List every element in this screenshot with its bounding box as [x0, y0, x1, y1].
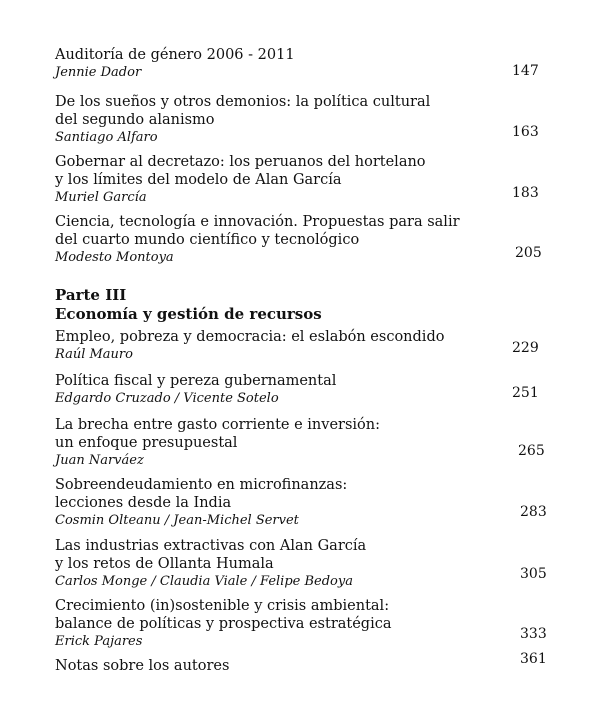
toc-entry-title: Gobernar al decretazo: los peruanos del hortelano	[55, 154, 426, 170]
toc-page-number: 205	[515, 245, 542, 261]
toc-entry-title: lecciones desde la India	[55, 495, 232, 511]
toc-entry-title: Sobreendeudamiento en microfinanzas:	[55, 477, 348, 493]
toc-entry-title: Auditoría de género 2006 - 2011	[55, 47, 295, 63]
toc-entry-title: Política fiscal y pereza gubernamental	[55, 373, 337, 389]
toc-entry	[55, 328, 535, 363]
toc-entry-author: Modesto Montoya	[55, 250, 174, 265]
toc-page-number: 265	[518, 443, 545, 459]
part-number: Parte III	[55, 286, 127, 304]
toc-entry	[55, 372, 535, 407]
toc-entry-title: Ciencia, tecnología e innovación. Propuestas para salir	[55, 214, 460, 230]
toc-entry-title: y los límites del modelo de Alan García	[55, 172, 342, 188]
part-title: Economía y gestión de recursos	[55, 305, 322, 323]
toc-entry-title: Empleo, pobreza y democracia: el eslabón escondido	[55, 329, 445, 345]
toc-entry-author: Edgardo Cruzado / Vicente Sotelo	[55, 391, 279, 406]
toc-page-number: 283	[520, 504, 547, 520]
toc-entry	[55, 537, 535, 590]
toc-entry-title: Crecimiento (in)sostenible y crisis ambiental:	[55, 598, 390, 614]
toc-page-number: 361	[520, 651, 547, 667]
toc-entry-title: y los retos de Ollanta Humala	[55, 556, 274, 572]
toc-entry	[55, 657, 535, 675]
toc-entry	[55, 476, 535, 529]
toc-entry-title: Las industrias extractivas con Alan García	[55, 538, 367, 554]
toc-entry-title: del segundo alanismo	[55, 112, 215, 128]
toc-entry	[55, 93, 535, 146]
toc-page-number: 333	[520, 626, 547, 642]
toc-entry-title: Notas sobre los autores	[55, 658, 230, 674]
toc-page-number: 229	[512, 340, 539, 356]
toc-entry	[55, 416, 535, 469]
toc-entry-title: La brecha entre gasto corriente e inversión:	[55, 417, 380, 433]
toc-entry	[55, 46, 535, 81]
toc-entry-title: De los sueños y otros demonios: la política cultural	[55, 94, 431, 110]
toc-entry-author: Erick Pajares	[55, 634, 143, 649]
toc-entry-author: Muriel García	[55, 190, 147, 205]
toc-entry-author: Santiago Alfaro	[55, 130, 158, 145]
toc-entry-title: del cuarto mundo científico y tecnológico	[55, 232, 360, 248]
toc-page-number: 251	[512, 385, 539, 401]
toc-page-number: 163	[512, 124, 539, 140]
toc-entry-author: Cosmin Olteanu / Jean-Michel Servet	[55, 513, 299, 528]
toc-entry	[55, 153, 535, 206]
toc-entry-author: Raúl Mauro	[55, 347, 133, 362]
toc-entry-title: un enfoque presupuestal	[55, 435, 238, 451]
toc-page-number: 147	[512, 63, 539, 79]
toc-entry-title: balance de políticas y prospectiva estratégica	[55, 616, 392, 632]
toc-entry-author: Jennie Dador	[55, 65, 142, 80]
toc-entry-author: Juan Narváez	[55, 453, 144, 468]
toc-page-number: 183	[512, 185, 539, 201]
toc-entry	[55, 213, 535, 266]
toc-entry	[55, 597, 535, 650]
toc-page-number: 305	[520, 566, 547, 582]
toc-entry-author: Carlos Monge / Claudia Viale / Felipe Bedoya	[55, 574, 353, 589]
